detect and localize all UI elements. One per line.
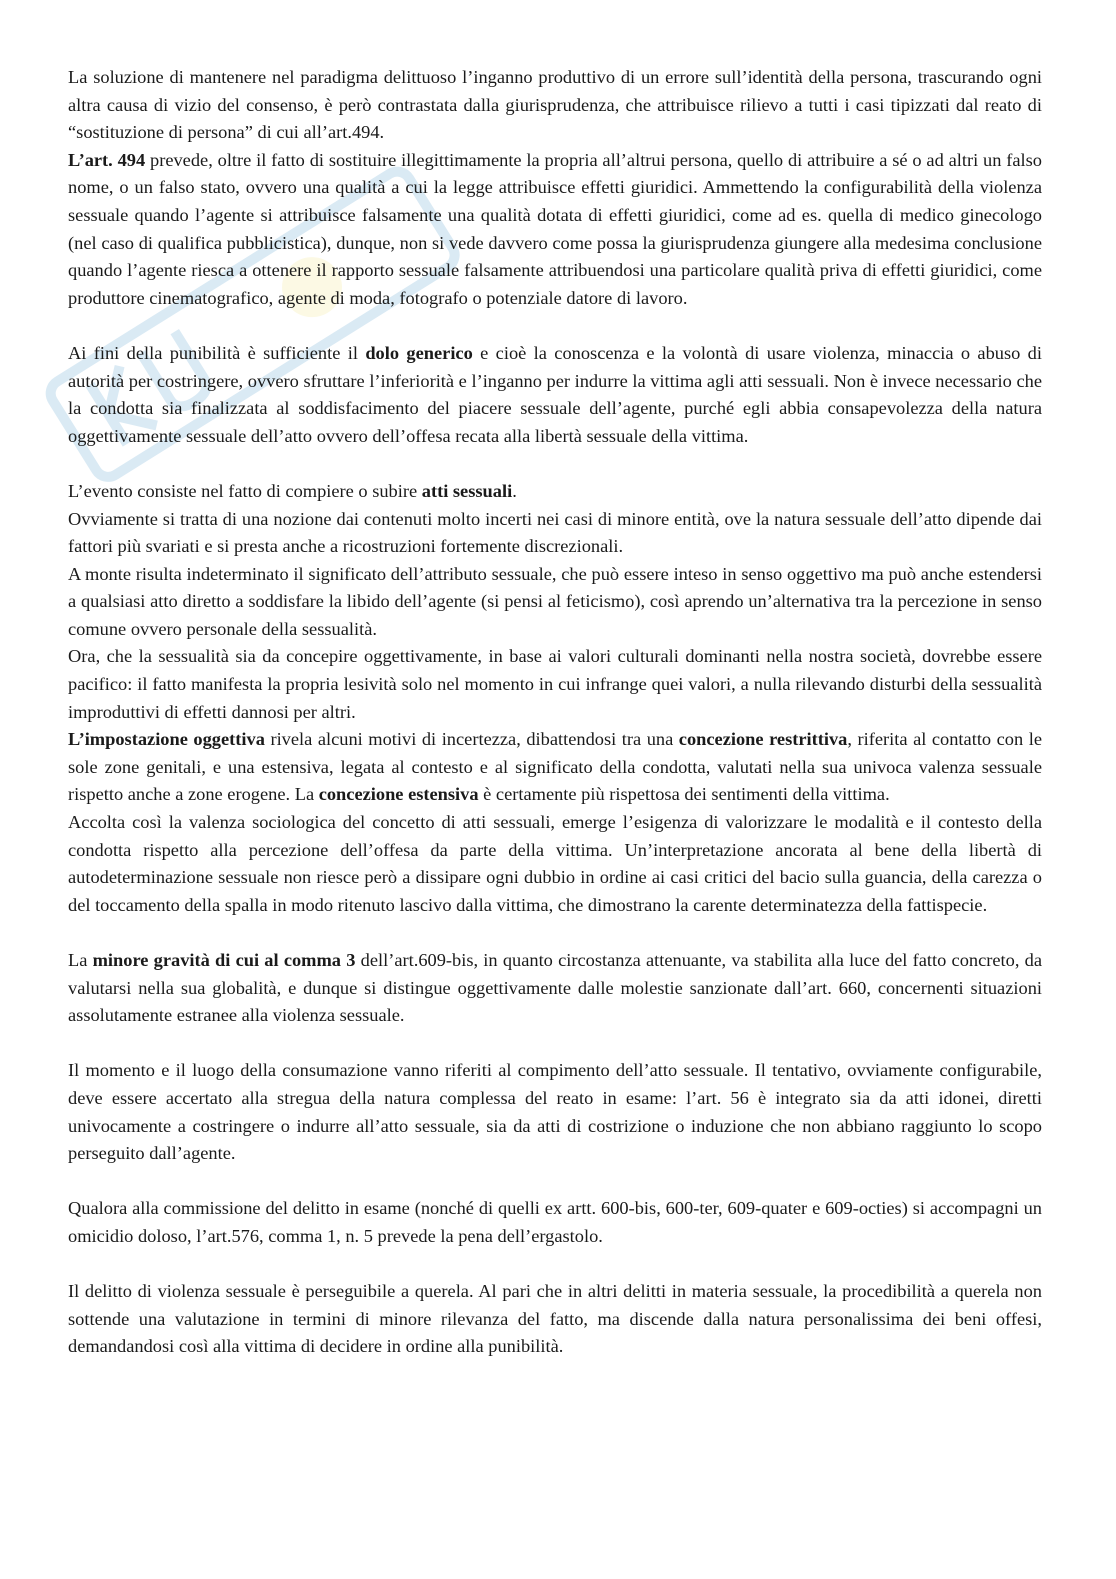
- text-run: , riferita al contatto con le sole zone genitali, e una estensiva, legata al contesto e al significato della condotta, valutati nella sua univoca valenza sessuale rispetto anche a zone erogene. La: [68, 729, 1043, 805]
- paragraph: [68, 643, 1042, 726]
- paragraph: [68, 561, 1042, 644]
- bold-term: L’art. 494: [68, 149, 146, 170]
- paragraph: [68, 506, 1042, 561]
- paragraph: [68, 478, 1042, 506]
- text-run: Accolta così la valenza sociologica del concetto di atti sessuali, emerge l’esigenza di valorizzare le modalità e il contesto della condotta rispetto alla percezione dell’offesa da parte della vittima. Un’interpretazione ancorata al bene della libertà di autodeterminazione sessuale non riesce però a dissipare ogni dubbio in ordine ai casi critici del bacio sulla guancia, della carezza o del toccamento della spalla in modo ritenuto lascivo dalla vittima, che dimostrano la carente determinatezza della fattispecie.: [68, 812, 1042, 915]
- text-run: e cioè la conoscenza e la volontà di usare violenza, minaccia o abuso di autorità per costringere, ovvero sfruttare l’inferiorità e l’inganno per indurre la vittima agli atti sessuali. Non è invece necessario che la condotta sia finalizzata al soddisfacimento del piacere sessuale dell’agente, purché egli abbia consapevolezza della natura oggettivamente sessuale dell’atto ovvero dell’offesa recata alla libertà sessuale della vittima.: [68, 342, 1042, 446]
- paragraph-spacer: [68, 1168, 1042, 1196]
- text-run: Il momento e il luogo della consumazione vanno riferiti al compimento dell’atto sessuale. Il tentativo, ovviamente configurabile, deve essere accertato alla stregua della natura complessa del reato in esame: l’art. 56 è integrato sia da atti idonei, diretti univocamente a costringere o indurre all’atto sessuale, sia da atti di costrizione o induzione che non abbiano raggiunto lo scopo perseguito dall’agente.: [68, 1060, 1042, 1164]
- text-run: La: [68, 950, 93, 970]
- bold-term: dolo generico: [365, 342, 473, 363]
- paragraph: [68, 809, 1042, 919]
- paragraph: [68, 726, 1042, 809]
- paragraph-spacer: [68, 1251, 1042, 1279]
- paragraph-spacer: [68, 1030, 1042, 1058]
- text-run: Ovviamente si tratta di una nozione dai contenuti molto incerti nei casi di minore entità, ove la natura sessuale dell’atto dipende dai fattori più svariati e si presta anche a ricostruzioni fortemente discrezionali.: [68, 508, 1042, 557]
- paragraph-spacer: [68, 450, 1042, 478]
- text-run: Ai fini della punibilità è sufficiente il: [68, 342, 366, 363]
- paragraph: [68, 64, 1042, 147]
- bold-term: atti sessuali: [421, 480, 513, 501]
- paragraph-spacer: [68, 312, 1042, 340]
- paragraph-spacer: [68, 919, 1042, 947]
- text-run: A monte risulta indeterminato il significato dell’attributo sessuale, che può essere inteso in senso oggettivo ma può anche estendersi a qualsiasi atto diretto a soddisfare la libido dell’agente (si pensi al feticismo), così aprendo un’alternativa tra la percezione in senso comune ovvero personale della sessualità.: [68, 563, 1042, 639]
- text-run: è certamente più rispettosa dei sentimenti della vittima.: [478, 784, 890, 805]
- paragraph: [68, 340, 1042, 450]
- paragraph: [68, 947, 1042, 1030]
- bold-term: L’impostazione oggettiva: [68, 729, 265, 750]
- text-run: .: [512, 480, 517, 501]
- text-run: prevede, oltre il fatto di sostituire illegittimamente la propria all’altrui persona, quello di attribuire a sé o ad altri un falso nome, o un falso stato, ovvero una qualità a cui la legge attribuisce effetti giuridici. Ammettendo la configurabilità della violenza sessuale quando l’agente si attribuisce falsamente una qualità dotata di effetti giuridici, come ad es. quella di medico ginecologo (nel caso di qualifica pubblicistica), dunque, non si vede davvero come possa la giurisprudenza giungere alla medesima conclusione quando l’agente riesca a ottenere il rapporto sessuale falsamente attribuendosi una particolare qualità priva di effetti giuridici, come produttore cinematografico, agente di moda, fotografo o potenziale datore di lavoro.: [68, 149, 1042, 308]
- text-run: Il delitto di violenza sessuale è perseguibile a querela. Al pari che in altri delitti in materia sessuale, la procedibilità a querela non sottende una valutazione in termini di minore rilevanza del fatto, ma discende dalla natura personalissima dei beni offesi, demandandosi così alla vittima di decidere in ordine alla punibilità.: [68, 1281, 1042, 1357]
- paragraph: [68, 1278, 1042, 1361]
- text-run: L’evento consiste nel fatto di compiere o subire: [68, 480, 422, 501]
- paragraph: [68, 1057, 1042, 1167]
- text-run: La soluzione di mantenere nel paradigma delittuoso l’inganno produttivo di un errore sull’identità della persona, trascurando ogni altra causa di vizio del consenso, è però contrastata dalla giurisprudenza, che attribuisce rilievo a tutti i casi tipizzati dal reato di “sostituzione di persona” di cui all’art.494.: [68, 67, 1042, 143]
- bold-term: concezione estensiva: [318, 784, 479, 805]
- text-run: Qualora alla commissione del delitto in esame (nonché di quelli ex artt. 600-bis, 600-ter, 609-quater e 609-octies) si accompagni un omicidio doloso, l’art.576, comma 1, n. 5 prevede la pena dell’ergastolo.: [68, 1198, 1042, 1246]
- text-run: rivela alcuni motivi di incertezza, dibattendosi tra una: [264, 729, 679, 750]
- bold-term: concezione restrittiva: [678, 729, 848, 750]
- paragraph: [68, 147, 1042, 313]
- document-body: [68, 64, 1042, 1361]
- bold-term: minore gravità di cui al comma 3: [92, 950, 356, 970]
- paragraph: [68, 1195, 1042, 1250]
- text-run: Ora, che la sessualità sia da concepire oggettivamente, in base ai valori culturali dominanti nella nostra società, dovrebbe essere pacifico: il fatto manifesta la propria lesività solo nel momento in cui infrange quei valori, a nulla rilevando disturbi della sessualità improduttivi di effetti dannosi per altri.: [68, 646, 1042, 722]
- text-run: dell’art.609-bis, in quanto circostanza attenuante, va stabilita alla luce del fatto concreto, da valutarsi nella sua globalità, e dunque si distingue oggettivamente dalle molestie sanzionate dall’art. 660, concernenti situazioni assolutamente estranee alla violenza sessuale.: [68, 950, 1043, 1026]
